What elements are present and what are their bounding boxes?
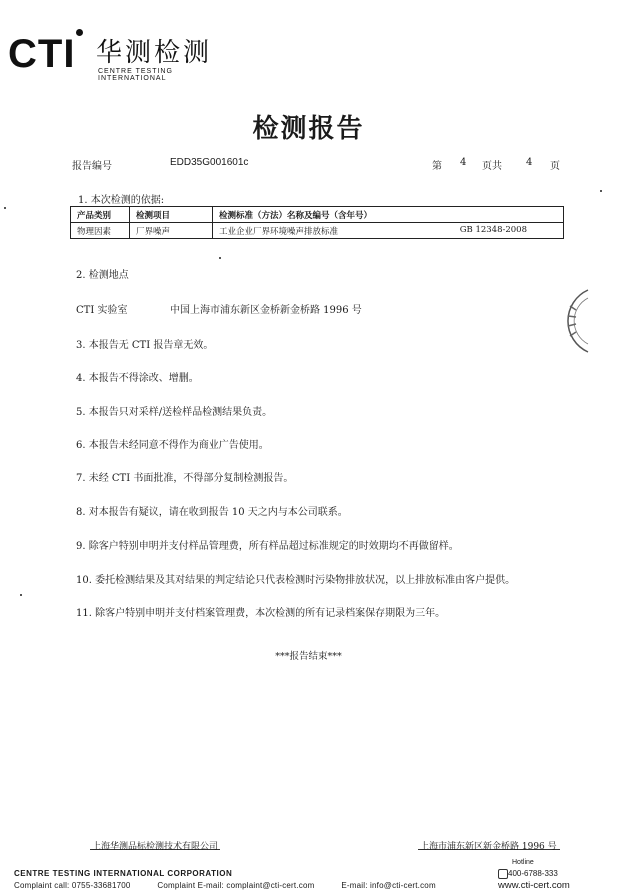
table-cell-standard [213,223,564,239]
seal-stamp [540,286,590,356]
footer-company-cn: 上海华测品标检测技术有限公司 [92,842,219,852]
phone-icon [498,869,508,879]
note-item: 11. 除客户特别申明并支付档案管理费，本次检测的所有记录档案保存期限为三年。 [76,608,446,619]
note-item: 6. 本报告未经同意不得作为商业广告使用。 [76,440,269,451]
note-item: 3. 本报告无 CTI 报告章无效。 [76,340,214,351]
lab-address: 中国上海市浦东新区金桥新金桥路 1996 号 [170,305,362,316]
report-no: EDD35G001601c [170,157,249,168]
standard-name: 工业企业厂界环境噪声排放标准 [219,226,339,237]
logo-dot [76,29,83,36]
table-cell-category: 物理因素 [71,223,130,239]
complaint-email: Complaint E-mail: complaint@cti-cert.com [157,881,315,890]
scan-speck [20,594,22,596]
hotline-number: 400-6788-333 [508,869,558,878]
scan-speck [600,190,602,192]
standard-code: GB 12348-2008 [459,224,527,235]
scan-speck [219,257,221,259]
note-item: 7. 未经 CTI 书面批准，不得部分复制检测报告。 [76,473,294,484]
lab-name: CTI 实验室 [76,305,128,316]
standards-table [70,206,564,239]
scan-speck [4,207,6,209]
table-header: 产品类别 [71,207,130,223]
page-current: 4 [460,157,467,168]
footer-corp-en: CENTRE TESTING INTERNATIONAL CORPORATION [14,869,233,878]
page-prefix: 第 [432,161,442,172]
report-no-label: 报告编号 [72,161,112,172]
page-total: 4 [526,157,533,168]
page-suffix: 页 [550,161,560,172]
logo-english-name: CENTRE TESTING INTERNATIONAL [98,68,173,82]
company-logo [8,28,238,80]
info-email: E-mail: info@cti-cert.com [341,881,436,890]
table-header: 检测项目 [130,207,213,223]
table-header: 检测标准（方法）名称及编号（含年号） [213,207,564,223]
footer-contacts [14,881,436,890]
website: www.cti-cert.com [498,880,570,891]
report-end-mark: ***报告结束*** [275,651,342,662]
note-item: 8. 对本报告有疑议，请在收到报告 10 天之内与本公司联系。 [76,507,348,518]
page-mid: 页共 [482,161,502,172]
table-row [71,223,564,239]
section-1-heading: 1. 本次检测的依据: [78,195,165,206]
table-cell-item: 厂界噪声 [130,223,213,239]
report-title: 检测报告 [252,114,365,144]
note-item: 10. 委托检测结果及其对结果的判定结论只代表检测时污染物排放状况，以上排放标准由客户提供。 [76,575,516,586]
note-item: 5. 本报告只对采样/送检样品检测结果负责。 [76,407,273,418]
table-header-row [71,207,564,223]
complaint-call: Complaint call: 0755-33681700 [14,881,131,890]
section-2-heading: 2. 检测地点 [76,270,129,281]
logo-chinese-name: 华测检测 [96,38,213,68]
logo-brand: CTI [8,32,76,76]
footer-address-cn: 上海市浦东新区新金桥路 1996 号 [420,842,557,852]
note-item: 9. 除客户特别申明并支付样品管理费，所有样品超过标准规定的时效期均不再做留样。 [76,541,459,552]
hotline-label: Hotline [512,859,534,866]
note-item: 4. 本报告不得涂改、增删。 [76,373,199,384]
